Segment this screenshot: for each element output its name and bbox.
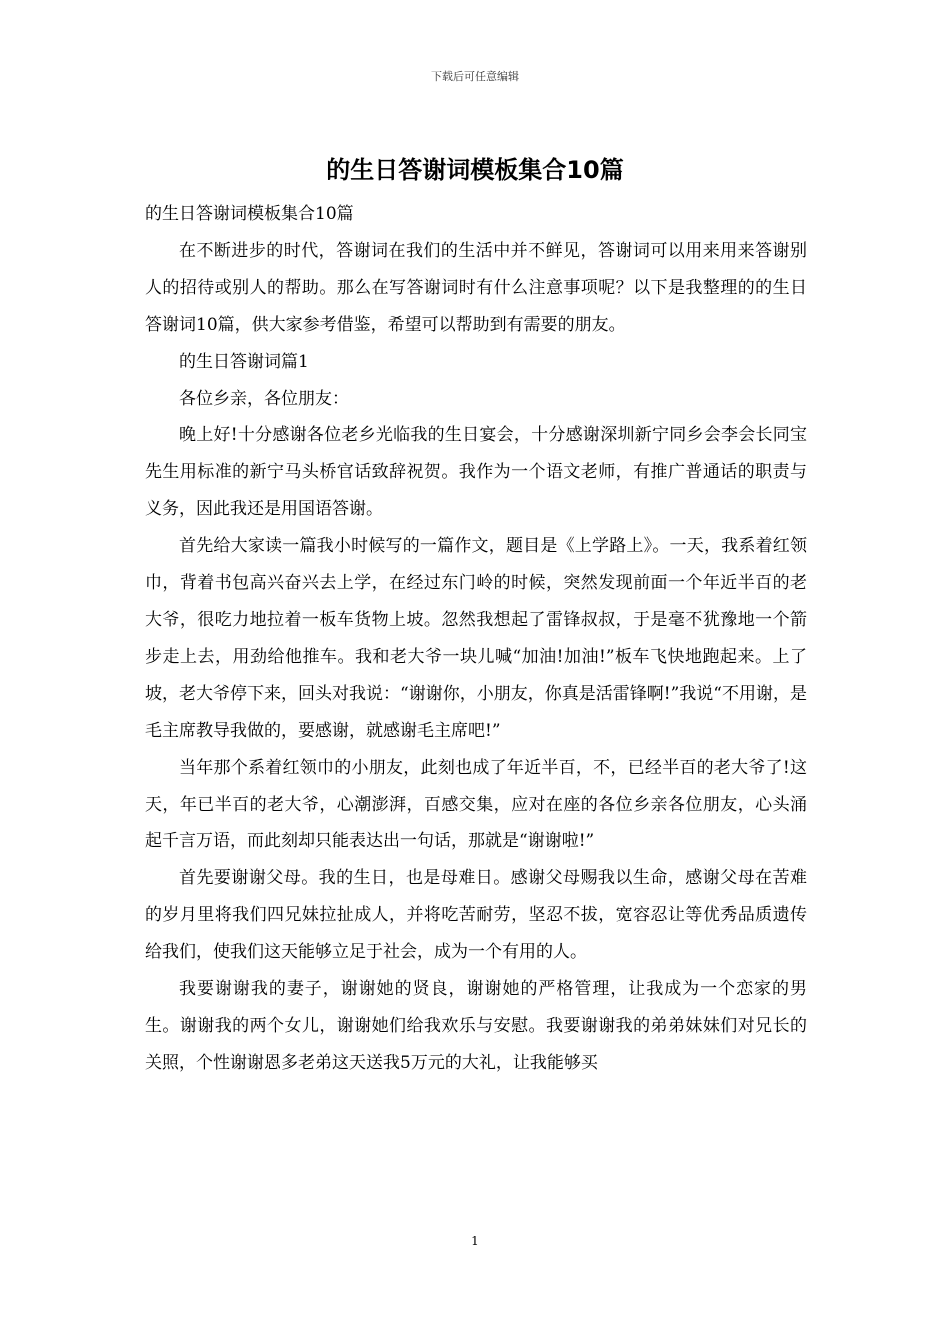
section-heading: 的生日答谢词篇1 — [179, 351, 309, 372]
body-paragraph: 我要谢谢我的妻子，谢谢她的贤良，谢谢她的严格管理，让我成为一个恋家的男生。谢谢我的两个女儿，谢谢她们给我欢乐与安慰。我要谢谢我的弟弟妹妹们对兄长的关照，个性谢谢恩多老弟这天送我5万元的大礼，让我能够买 — [145, 979, 807, 1073]
document-body — [145, 196, 807, 1082]
greeting-paragraph: 各位乡亲，各位朋友： — [179, 388, 349, 409]
body-paragraph: 当年那个系着红领巾的小朋友，此刻也成了年近半百，不，已经半百的老大爷了!这天，年已半百的老大爷，心潮澎湃，百感交集，应对在座的各位乡亲各位朋友，心头涌起千言万语，而此刻却只能表达出一句话，那就是“谢谢啦!” — [145, 757, 807, 852]
body-paragraph: 晚上好!十分感谢各位老乡光临我的生日宴会，十分感谢深圳新宁同乡会李会长同宝先生用标准的新宁马头桥官话致辞祝贺。我作为一个语文老师，有推广普通话的职责与义务，因此我还是用国语答谢。 — [145, 425, 807, 520]
intro-paragraph: 在不断进步的时代，答谢词在我们的生活中并不鲜见，答谢词可以用来用来答谢别人的招待或别人的帮助。那么在写答谢词时有什么注意事项呢？以下是我整理的的生日答谢词10篇，供大家参考借鉴，希望可以帮助到有需要的朋友。 — [145, 240, 807, 335]
document-title: 的生日答谢词模板集合10篇 — [326, 156, 624, 184]
page-header: 下载后可任意编辑 — [431, 70, 519, 83]
page-number: 1 — [471, 1234, 479, 1248]
subtitle-paragraph: 的生日答谢词模板集合10篇 — [145, 204, 354, 224]
body-paragraph: 首先给大家读一篇我小时候写的一篇作文，题目是《上学路上》。一天，我系着红领巾，背着书包高兴奋兴去上学，在经过东门岭的时候，突然发现前面一个年近半百的老大爷，很吃力地拉着一板车货物上坡。忽然我想起了雷锋叔叔，于是毫不犹豫地一个箭步走上去，用劲给他推车。我和老大爷一块儿喊“加油!加油!”板车飞快地跑起来。上了坡，老大爷停下来，回头对我说：“谢谢你，小朋友，你真是活雷锋啊!”我说“不用谢，是毛主席教导我做的，要感谢，就感谢毛主席吧!” — [145, 536, 807, 741]
body-paragraph: 首先要谢谢父母。我的生日，也是母难日。感谢父母赐我以生命，感谢父母在苦难的岁月里将我们四兄妹拉扯成人，并将吃苦耐劳，坚忍不拔，宽容忍让等优秀品质遗传给我们，使我们这天能够立足于社会，成为一个有用的人。 — [145, 868, 807, 963]
